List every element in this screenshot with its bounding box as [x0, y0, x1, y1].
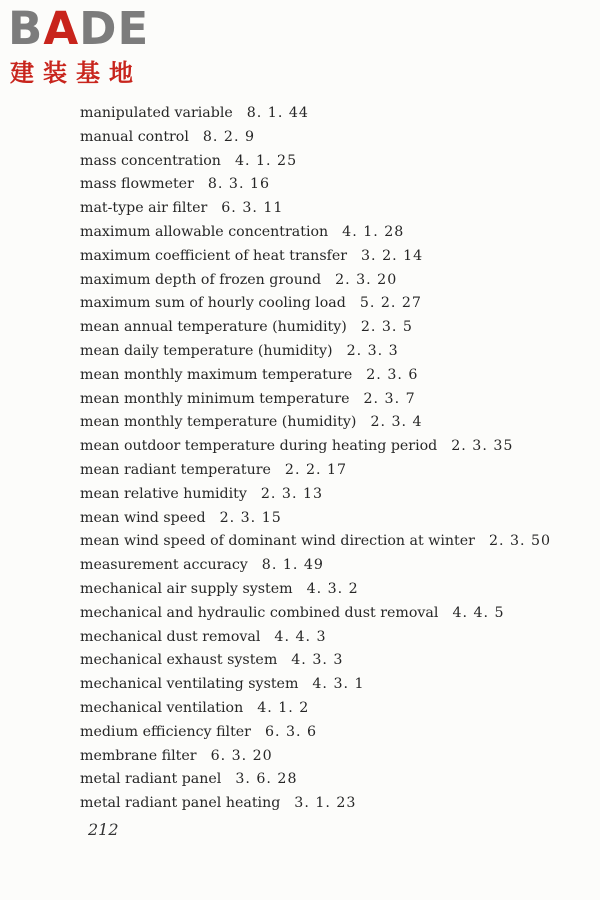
- index-term: mechanical ventilation: [80, 699, 244, 716]
- index-entry: [80, 626, 551, 650]
- index-reference: 2. 3. 7: [363, 390, 416, 407]
- index-term: mean annual temperature (humidity): [80, 319, 347, 336]
- index-term: mechanical dust removal: [80, 628, 261, 645]
- index-entry: [80, 673, 551, 697]
- index-reference: 4. 1. 25: [234, 152, 298, 169]
- index-term: mechanical air supply system: [80, 580, 293, 597]
- index-entry: [80, 364, 551, 388]
- page-number: 212: [88, 820, 119, 839]
- index-term: manipulated variable: [80, 105, 233, 121]
- index-reference: 4. 3. 3: [291, 652, 344, 669]
- index-term: mechanical ventilating system: [80, 676, 299, 693]
- index-term: mean radiant temperature: [80, 461, 271, 478]
- index-term: maximum depth of frozen ground: [80, 271, 322, 288]
- index-reference: 6. 3. 6: [264, 723, 318, 740]
- index-term: metal radiant panel: [80, 771, 222, 788]
- index-term: mean monthly temperature (humidity): [80, 414, 357, 431]
- index-reference: 8. 1. 44: [246, 105, 309, 121]
- index-reference: 2. 3. 6: [366, 366, 419, 383]
- index-entry: [80, 792, 551, 816]
- index-reference: 8. 2. 9: [202, 128, 256, 145]
- index-reference: 2. 3. 35: [451, 438, 514, 455]
- index-term: manual control: [80, 128, 189, 145]
- index-entry: [80, 197, 551, 221]
- index-term: mechanical exhaust system: [80, 652, 278, 669]
- index-entry: [80, 292, 551, 316]
- index-term: medium efficiency filter: [80, 723, 251, 740]
- logo-letter-a: A: [43, 2, 80, 55]
- index-term: mass concentration: [80, 152, 221, 169]
- index-term: mechanical and hydraulic combined dust removal: [80, 604, 439, 621]
- index-term: metal radiant panel heating: [80, 795, 281, 812]
- index-entry: [80, 245, 551, 269]
- index-reference: 2. 2. 17: [284, 461, 348, 478]
- index-entry: [80, 150, 551, 174]
- index-entry: [80, 102, 551, 126]
- index-reference: 2. 3. 13: [260, 485, 324, 502]
- index-entry: [80, 554, 551, 578]
- index-entry: [80, 768, 551, 792]
- index-reference: 3. 1. 23: [294, 795, 357, 812]
- index-entry: [80, 459, 551, 483]
- index-term: mean daily temperature (humidity): [80, 342, 333, 359]
- index-entry: [80, 435, 551, 459]
- index-entry: [80, 316, 551, 340]
- index-term: membrane filter: [80, 747, 197, 764]
- index-reference: 3. 2. 14: [361, 247, 424, 264]
- index-reference: 5. 2. 27: [359, 295, 422, 312]
- index-entry: [80, 483, 551, 507]
- index-entry: [80, 221, 551, 245]
- index-term: maximum allowable concentration: [80, 223, 329, 240]
- index-entry: [80, 721, 551, 745]
- logo-chinese-text: 建装基地: [10, 59, 142, 87]
- index-term: mass flowmeter: [80, 176, 194, 193]
- index-term: mean relative humidity: [80, 485, 247, 502]
- index-reference: 2. 3. 15: [219, 509, 282, 526]
- index-entry: [80, 340, 551, 364]
- index-entry: [80, 602, 551, 626]
- logo-letters-de: DE: [79, 2, 150, 55]
- index-term: mean monthly minimum temperature: [80, 390, 350, 407]
- logo-wordmark: [8, 4, 149, 54]
- index-reference: 4. 1. 2: [257, 699, 310, 716]
- index-reference: 8. 1. 49: [261, 557, 324, 574]
- index-term: mean monthly maximum temperature: [80, 366, 353, 383]
- index-term: mean wind speed of dominant wind direction at winter: [80, 533, 475, 550]
- index-reference: 4. 1. 28: [342, 223, 405, 240]
- logo: [8, 4, 178, 90]
- index-reference: 2. 3. 3: [346, 342, 399, 359]
- index-reference: 2. 3. 4: [370, 414, 423, 431]
- index-term: mean wind speed: [80, 509, 206, 526]
- index-reference: 6. 3. 11: [221, 200, 284, 217]
- index-reference: 3. 6. 28: [235, 771, 298, 788]
- index-reference: 4. 4. 3: [274, 628, 327, 645]
- index-reference: 2. 3. 50: [488, 533, 552, 550]
- index-term: mean outdoor temperature during heating period: [80, 438, 438, 455]
- index-reference: 2. 3. 20: [335, 271, 398, 288]
- index-entry: [80, 745, 551, 769]
- index-reference: 6. 3. 20: [210, 747, 273, 764]
- index-entry: [80, 388, 551, 412]
- index-entry: [80, 126, 551, 150]
- index-entry: [80, 507, 551, 531]
- index-reference: 2. 3. 5: [360, 319, 413, 336]
- index-reference: 4. 4. 5: [452, 604, 505, 621]
- index-entry: [80, 578, 551, 602]
- index-entry: [80, 697, 551, 721]
- index-entry: [80, 411, 551, 435]
- index-term: maximum sum of hourly cooling load: [80, 295, 346, 312]
- index-term: measurement accuracy: [80, 557, 248, 574]
- index-reference: 8. 3. 16: [207, 176, 271, 193]
- index-entry: [80, 173, 551, 197]
- index-reference: 4. 3. 2: [306, 580, 359, 597]
- index-entry: [80, 530, 551, 554]
- logo-letter-b: B: [8, 2, 44, 55]
- index-entry: [80, 269, 551, 293]
- index-term: maximum coefficient of heat transfer: [80, 247, 348, 264]
- index-term: mat-type air filter: [80, 200, 208, 217]
- index-entry-list: [80, 102, 551, 816]
- index-entry: [80, 649, 551, 673]
- index-reference: 4. 3. 1: [312, 676, 365, 693]
